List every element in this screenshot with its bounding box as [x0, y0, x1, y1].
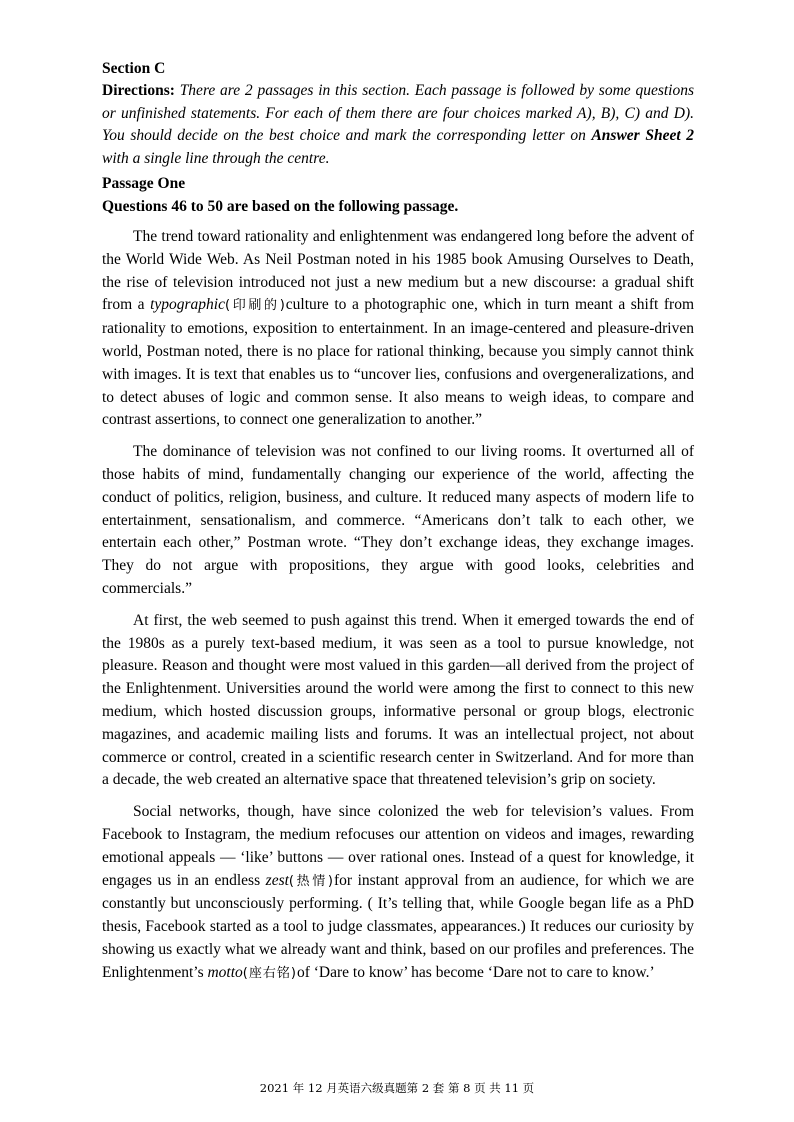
gloss-motto: (座右铭) — [242, 965, 297, 981]
paragraph-3: At first, the web seemed to push against this trend. When it emerged towards the end of the 1980s as a purely text-based medium, it was seen as a tool to pursue knowledge, not pleasure. Reason and thought were most valued in this garden—all derived from the project of the Enlightenment. Universities around the world were among the first to connect to this new medium, which hosted discussion groups, informative personal or group blogs, electronic magazines, and academic mailing lists and forums. It was an intellectual project, not about commerce or control, created in a scientific research center in Switzerland. And for more than a decade, the web created an alternative space that threatened television’s grip on society. — [102, 611, 694, 789]
passage-title: Passage One — [102, 175, 186, 192]
term-zest: zest — [265, 871, 289, 889]
paragraph-4-text-c: of ‘Dare to know’ has become ‘Dare not to care to know.’ — [296, 963, 655, 981]
directions-text-end: with a single line through the centre. — [102, 149, 330, 167]
term-typographic: typographic — [150, 296, 225, 314]
directions — [102, 80, 694, 170]
paragraph-2: The dominance of television was not confined to our living rooms. It overturned all of those habits of mind, fundamentally changing our experience of the world, affecting the conduct of politics, religion, business, and culture. It reduced many aspects of modern life to entertainment, sensationalism, and commerce. “Americans don’t talk to each other, we entertain each other,” Postman wrote. “They don’t exchange ideas, they exchange images. They do not argue with propositions, they argue with good looks, celebrities and commercials.” — [102, 443, 694, 597]
gloss-zest: (热情) — [288, 873, 334, 889]
paragraph-4-text-a: Social networks, though, have since colonized the web for television’s values. From Facebook to Instagram, the medium refocuses our attention on videos and images, rewarding emotional appeals — ‘like’ buttons — over rational ones. Instead of a quest for knowledge, it engages us in an endless — [102, 803, 694, 889]
gloss-typographic: (印刷的) — [225, 298, 286, 314]
paragraph-4-text-b: for instant approval from an audience, for which we are constantly but unconsciously performing. ( It’s telling that, while Google began life as a PhD thesis, Facebook started as a tool to judge classmates, appearances.) It reduces our curiosity by showing us exactly what we already want and think, based on our profiles and preferences. The Enlightenment’s — [102, 871, 694, 981]
paragraph-1-text-b: culture to a photographic one, which in turn meant a shift from rationality to emotions, exposition to entertainment. In an image-centered and pleasure-driven world, Postman noted, there is no place for rational thinking, because you simply cannot think with images. It is text that enables us to “uncover lies, confusions and overgeneralizations, and to detect abuses of logic and common sense. It also means to weigh ideas, to compare and contrast assertions, to connect one generalization to another.” — [102, 296, 694, 429]
directions-label: Directions: — [102, 82, 175, 99]
paragraph-4 — [102, 801, 694, 985]
page-footer: 2021 年 12 月英语六级真题第 2 套 第 8 页 共 11 页 — [259, 1081, 535, 1095]
page-content — [102, 58, 694, 986]
paragraph-1-text-a: The trend toward rationality and enlightenment was endangered long before the advent of the World Wide Web. As Neil Postman noted in his 1985 book Amusing Ourselves to Death, the rise of television introduced not just a new medium but a new discourse: a gradual shift from a — [102, 228, 694, 314]
paragraph-1 — [102, 226, 694, 432]
answer-sheet-ref: Answer Sheet 2 — [591, 127, 695, 144]
directions-text: There are 2 passages in this section. Each passage is followed by some questions or unfinished statements. For each of them there are four choices marked A), B), C) and D). You should decide on the best choice and mark the corresponding letter on — [102, 82, 695, 144]
questions-line: Questions 46 to 50 are based on the following passage. — [102, 197, 459, 215]
section-title: Section C — [102, 60, 166, 77]
term-motto: motto — [207, 963, 243, 981]
